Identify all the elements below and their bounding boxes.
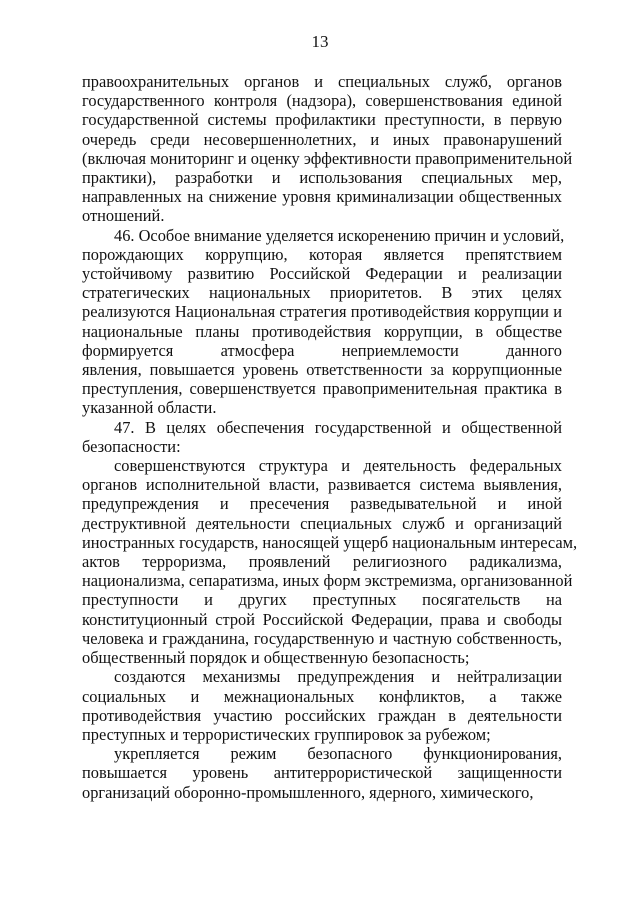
text-line: повышается уровень антитеррористической защищенности: [82, 763, 562, 783]
text-line: преступности и других преступных посягательств на: [82, 590, 562, 610]
text-line: стратегических национальных приоритетов. В этих целях: [82, 283, 562, 303]
text-line: деструктивной деятельности специальных служб и организаций: [82, 513, 562, 533]
text-line: 47. В целях обеспечения государственной и общественной: [114, 417, 562, 437]
text-line: формируется атмосфера неприемлемости данного: [82, 340, 562, 360]
text-line: безопасности:: [82, 436, 181, 456]
paragraph: [82, 225, 565, 418]
paragraph: [82, 667, 562, 744]
text-line: общественный порядок и общественную безопасность;: [82, 648, 470, 668]
text-line: преступления, совершенствуется правоприменительная практика в: [82, 379, 562, 399]
paragraph: [82, 72, 573, 226]
text-line: государственной системы профилактики преступности, в первую: [82, 110, 562, 130]
document-body: [82, 72, 578, 802]
paragraph: [82, 456, 578, 668]
text-line: предупреждения и пресечения разведывательной и иной: [82, 494, 562, 514]
text-line: порождающих коррупцию, которая является препятствием: [82, 244, 562, 264]
text-line: (включая мониторинг и оценку эффективности правоприменительной: [82, 148, 573, 168]
paragraph: [82, 744, 562, 802]
text-line: государственного контроля (надзора), совершенствования единой: [82, 91, 562, 111]
text-line: указанной области.: [82, 398, 217, 418]
text-line: очередь среди несовершеннолетних, и иных правонарушений: [82, 129, 562, 149]
text-line: правоохранительных органов и специальных служб, органов: [82, 72, 562, 91]
text-line: национализма, сепаратизма, иных форм экстремизма, организованной: [82, 571, 573, 591]
text-line: явления, повышается уровень ответственности за коррупционные: [82, 360, 562, 380]
text-line: актов терроризма, проявлений религиозного радикализма,: [82, 552, 562, 572]
text-line: практики), разработки и использования специальных мер,: [82, 168, 562, 188]
text-line: преступных и террористических группировок за рубежом;: [82, 724, 491, 744]
text-line: укрепляется режим безопасного функционирования,: [114, 744, 562, 764]
text-line: конституционный строй Российской Федерации, права и свободы: [82, 609, 562, 629]
text-line: организаций оборонно-промышленного, ядерного, химического,: [82, 782, 534, 802]
text-line: социальных и межнациональных конфликтов, а также: [82, 686, 562, 706]
text-line: устойчивому развитию Российской Федерации и реализации: [82, 264, 562, 284]
text-line: направленных на снижение уровня криминализации общественных: [82, 187, 562, 207]
text-line: человека и гражданина, государственную и частную собственность,: [82, 628, 562, 648]
text-line: реализуются Национальная стратегия противодействия коррупции и: [82, 302, 562, 322]
text-line: органов исполнительной власти, развивается система выявления,: [82, 475, 562, 495]
text-line: создаются механизмы предупреждения и нейтрализации: [114, 667, 562, 687]
text-line: национальные планы противодействия коррупции, в обществе: [82, 321, 562, 341]
text-line: противодействия участию российских граждан в деятельности: [82, 705, 562, 725]
page-number: 13: [311, 32, 329, 51]
paragraph: [82, 418, 562, 456]
text-line: отношений.: [82, 206, 165, 226]
text-line: совершенствуются структура и деятельность федеральных: [114, 456, 562, 476]
text-line: иностранных государств, наносящей ущерб национальным интересам,: [82, 532, 578, 552]
text-line: 46. Особое внимание уделяется искоренению причин и условий,: [114, 225, 565, 245]
